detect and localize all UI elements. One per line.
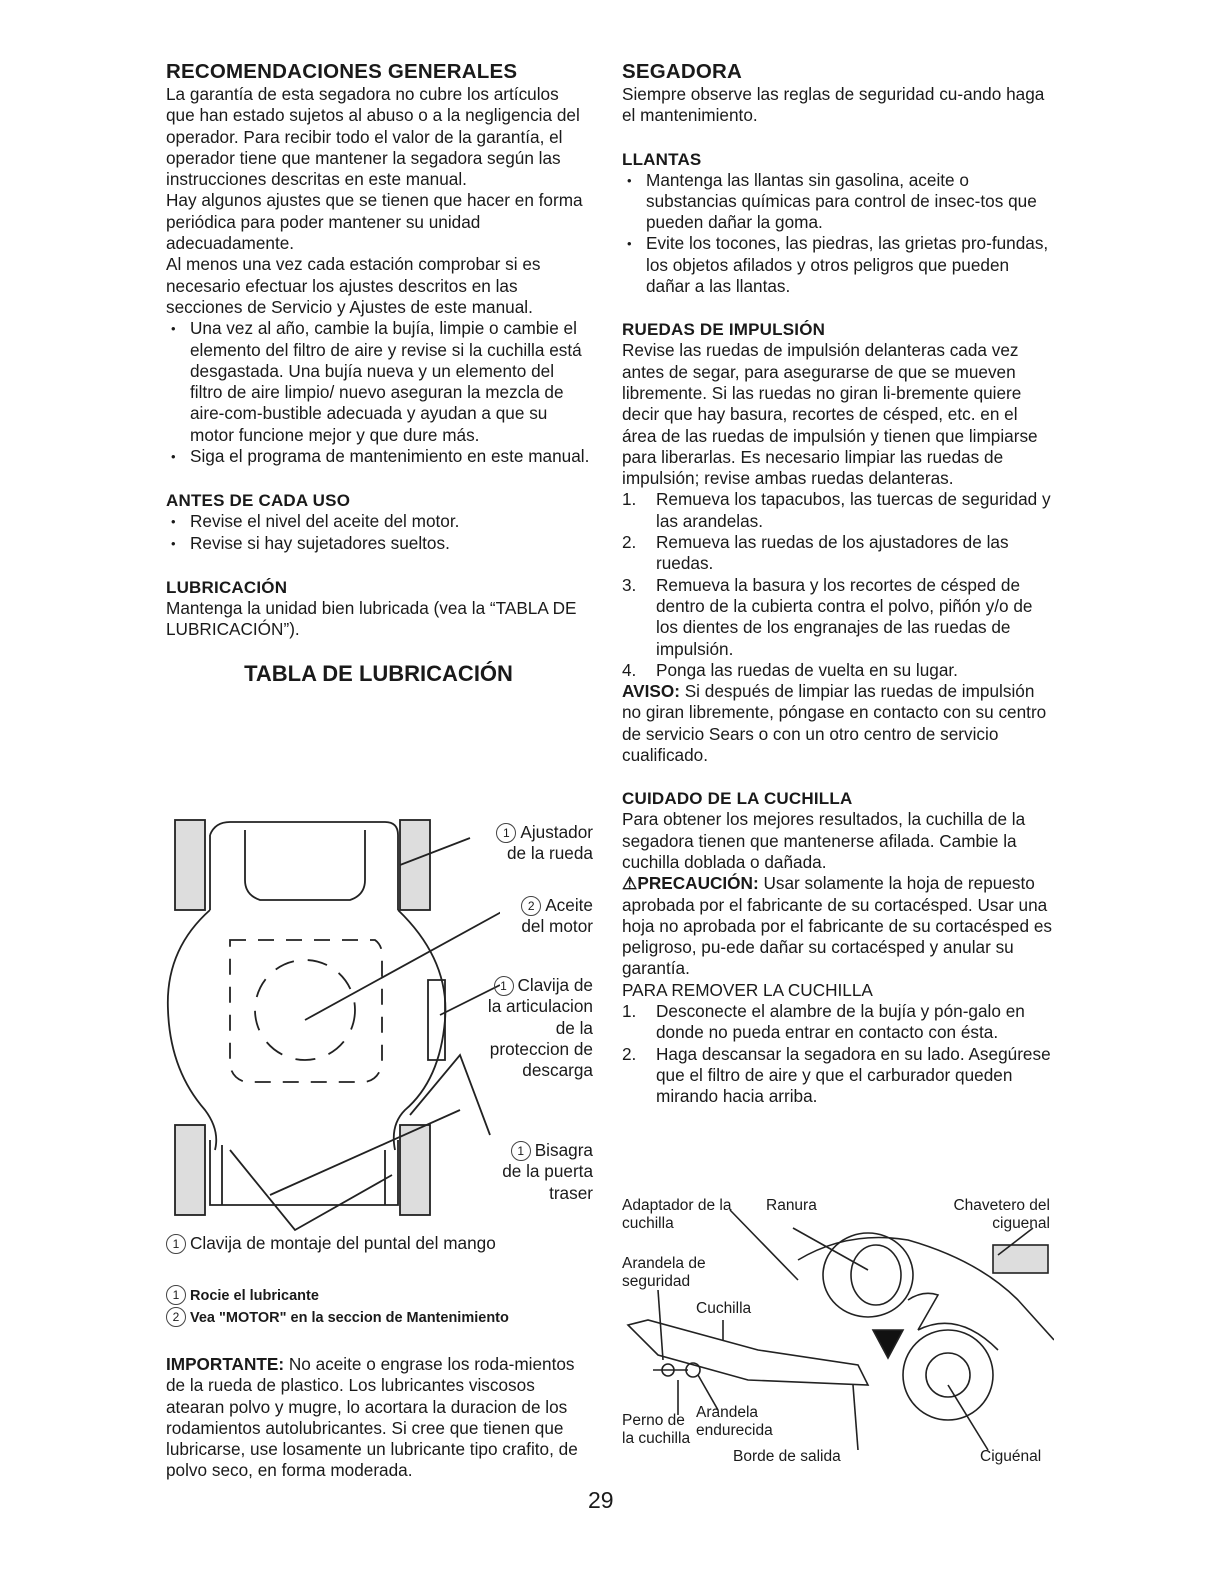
recomendaciones-paragraph-3: Al menos una vez cada estación comprobar si es necesario efectuar los ajustes descritos en las secciones de Servicio y Ajustes de este manual. <box>166 254 541 317</box>
symbol-1: 1 <box>511 1141 531 1161</box>
legend-item <box>166 1285 596 1307</box>
left-column <box>166 60 591 687</box>
step-number: 2. <box>622 532 637 553</box>
section-title-ruedas: RUEDAS DE IMPULSIÓN <box>622 320 826 340</box>
section-title-recomendaciones: RECOMENDACIONES GENERALES <box>166 60 518 83</box>
label-aceite <box>500 895 593 938</box>
recomendaciones-paragraph-1: La garantía de esta segadora no cubre los artículos que han estado sujetos al abuso o a la negligencia del operador. Para recibir todo el valor de la garantía, el operador tiene que mantener la segadora según las instrucciones descritas en este manual. <box>166 84 580 190</box>
antes-bullet: • Revise si hay sujetadores sueltos. <box>166 533 591 554</box>
label-mango-text: Clavija de montaje del puntal del mango <box>190 1233 496 1253</box>
aviso-text: Si después de limpiar las ruedas de impulsión no giran libremente, póngase en contacto con su centro de servicio Sears o con un otro centro de servicio cualificado. <box>622 681 1047 766</box>
page-number: 29 <box>588 1487 614 1513</box>
label-ranura: Ranura <box>766 1197 817 1214</box>
mower-diagram <box>160 810 500 1240</box>
aviso-paragraph <box>622 681 1052 766</box>
symbol-2: 2 <box>521 896 541 916</box>
label-clavija <box>478 975 593 1081</box>
llantas-bullet: • Evite los tocones, las piedras, las grietas pro-fundas, los objetos afilados y otros peligros que pueden dañar a las llantas. <box>622 233 1052 297</box>
lubricacion-text: Mantenga la unidad bien lubricada (vea la “TABLA DE LUBRICACIÓN”). <box>166 597 577 640</box>
step-number: 2. <box>622 1043 637 1064</box>
label-adaptador: Adaptador de la cuchilla <box>622 1197 732 1232</box>
symbol-1: 1 <box>494 976 514 996</box>
importante-text: No aceite o engrase los roda-mientos de la rueda de plastico. Los lubricantes viscosos atearan polvo y mugre, lo acortara la duracion de los rodamientos autolubricantes. Si cree que tienen que lubricarse, use losamente un lubricante tipo crafito, de polvo seco, en forma moderada. <box>166 1354 578 1481</box>
ruedas-step <box>622 660 1052 681</box>
label-ajustador <box>480 822 593 865</box>
warning-icon: ⚠ <box>622 873 638 894</box>
label-ciguenal: Ciguénal <box>980 1448 1042 1465</box>
cuchilla-step <box>622 1001 1052 1044</box>
step-number: 1. <box>622 489 637 510</box>
legend-2-text: Vea "MOTOR" en la seccion de Mantenimiento <box>190 1310 509 1326</box>
label-bisagra-text: Bisagra de la puerta traser <box>502 1140 593 1203</box>
recomendaciones-bullet: • Siga el programa de mantenimiento en este manual. <box>166 446 591 467</box>
recomendaciones-paragraph-2: Hay algunos ajustes que se tienen que hacer en forma periódica para poder mantener su unidad adecuadamente. <box>166 190 583 254</box>
step-text: Remueva la basura y los recortes de césped de dentro de la cubierta contra el polvo, piñón y/o de los dientes de los engranajes de las ruedas de impulsión. <box>656 574 1033 659</box>
recomendaciones-bullet: • Una vez al año, cambie la bujía, limpie o cambie el elemento del filtro de aire y revise si la cuchilla está desgastada. Una bujía nueva y un elemento del filtro de aire limpio/ nuevo aseguran la mezcla de aire-com-bustible adecuada y ayudan a que su motor funcione mejor y que dure más. <box>166 318 591 446</box>
section-title-llantas: LLANTAS <box>622 149 702 169</box>
ruedas-step <box>622 532 1052 575</box>
section-title-antes: ANTES DE CADA USO <box>166 491 351 511</box>
legend-item <box>166 1307 596 1329</box>
symbol-1: 1 <box>166 1285 186 1305</box>
tabla-legend <box>166 1285 596 1329</box>
label-clavija-text: Clavija de la articulacion de la proteccion de descarga <box>487 975 593 1081</box>
precaucion-label: PRECAUCIÓN: <box>637 873 759 894</box>
symbol-1: 1 <box>166 1234 186 1254</box>
section-title-cuchilla: CUIDADO DE LA CUCHILLA <box>622 789 853 809</box>
step-number: 3. <box>622 574 637 595</box>
symbol-2: 2 <box>166 1307 186 1327</box>
ruedas-text: Revise las ruedas de impulsión delanteras cada vez antes de segar, para asegurarse de que se mueven libremente. Si las ruedas no giran li-bremente quiere decir que hay basura, recortes de césped, etc. en el área de las ruedas de impulsión y tienen que limpiarse para liberarlas. Es necesario limpiar las ruedas de impulsión; revise ambas ruedas delanteras. <box>622 340 1038 489</box>
label-arandela-seguridad: Arandela de seguridad <box>622 1255 706 1290</box>
step-number: 4. <box>622 659 637 680</box>
llantas-bullet: • Mantenga las llantas sin gasolina, aceite o substancias químicas para control de insec-tos que pueden dañar la goma. <box>622 170 1052 234</box>
step-text: Desconecte el alambre de la bujía y pón-galo en donde no pueda entrar en contacto con ésta. <box>656 1000 1025 1043</box>
precaucion-text: Usar solamente la hoja de repuesto aprobada por el fabricante de su cortacésped. Usar una hoja no aprobada por el fabricante de su cortacésped es peligroso, pu-ede dañar su cortacésped y anular su garantía. <box>622 873 1052 979</box>
segadora-text: Siempre observe las reglas de seguridad cu-ando haga el mantenimiento. <box>622 84 1045 126</box>
label-chavetero: Chavetero del ciguenal <box>953 1197 1050 1232</box>
step-text: Remueva los tapacubos, las tuercas de seguridad y las arandelas. <box>656 489 1051 531</box>
importante-paragraph <box>166 1354 591 1482</box>
ruedas-step <box>622 575 1052 660</box>
label-perno: Perno de la cuchilla <box>622 1412 691 1447</box>
precaucion-paragraph <box>622 873 1052 979</box>
legend-1-text: Rocie el lubricante <box>190 1288 319 1304</box>
step-text: Remueva las ruedas de los ajustadores de las ruedas. <box>656 532 1009 574</box>
tabla-title: TABLA DE LUBRICACIÓN <box>244 660 513 686</box>
label-bisagra <box>500 1140 593 1204</box>
ruedas-step <box>622 489 1052 532</box>
remover-heading: PARA REMOVER LA CUCHILLA <box>622 979 873 1000</box>
label-aceite-text: Aceite del motor <box>521 895 593 937</box>
label-mango <box>166 1233 591 1254</box>
section-title-lubricacion: LUBRICACIÓN <box>166 577 288 597</box>
step-number: 1. <box>622 1000 637 1021</box>
label-cuchilla: Cuchilla <box>696 1300 752 1317</box>
step-text: Ponga las ruedas de vuelta en su lugar. <box>656 659 958 680</box>
symbol-1: 1 <box>496 823 516 843</box>
importante-label: IMPORTANTE: <box>166 1354 285 1374</box>
label-ajustador-text: Ajustador de la rueda <box>506 822 593 864</box>
label-arandela-endurecida: Arandela endurecida <box>696 1404 773 1439</box>
antes-bullet: • Revise el nivel del aceite del motor. <box>166 511 591 532</box>
section-title-segadora: SEGADORA <box>622 60 743 83</box>
right-column <box>622 60 1052 1107</box>
cuchilla-step <box>622 1044 1052 1108</box>
step-text: Haga descansar la segadora en su lado. Asegúrese que el filtro de aire y que el carburador queden mirando hacia arriba. <box>656 1043 1051 1107</box>
cuchilla-text: Para obtener los mejores resultados, la cuchilla de la segadora tienen que mantenerse afilada. Cambie la cuchilla doblada o dañada. <box>622 809 1026 872</box>
label-borde: Borde de salida <box>733 1448 841 1465</box>
aviso-label: AVISO: <box>622 681 680 702</box>
